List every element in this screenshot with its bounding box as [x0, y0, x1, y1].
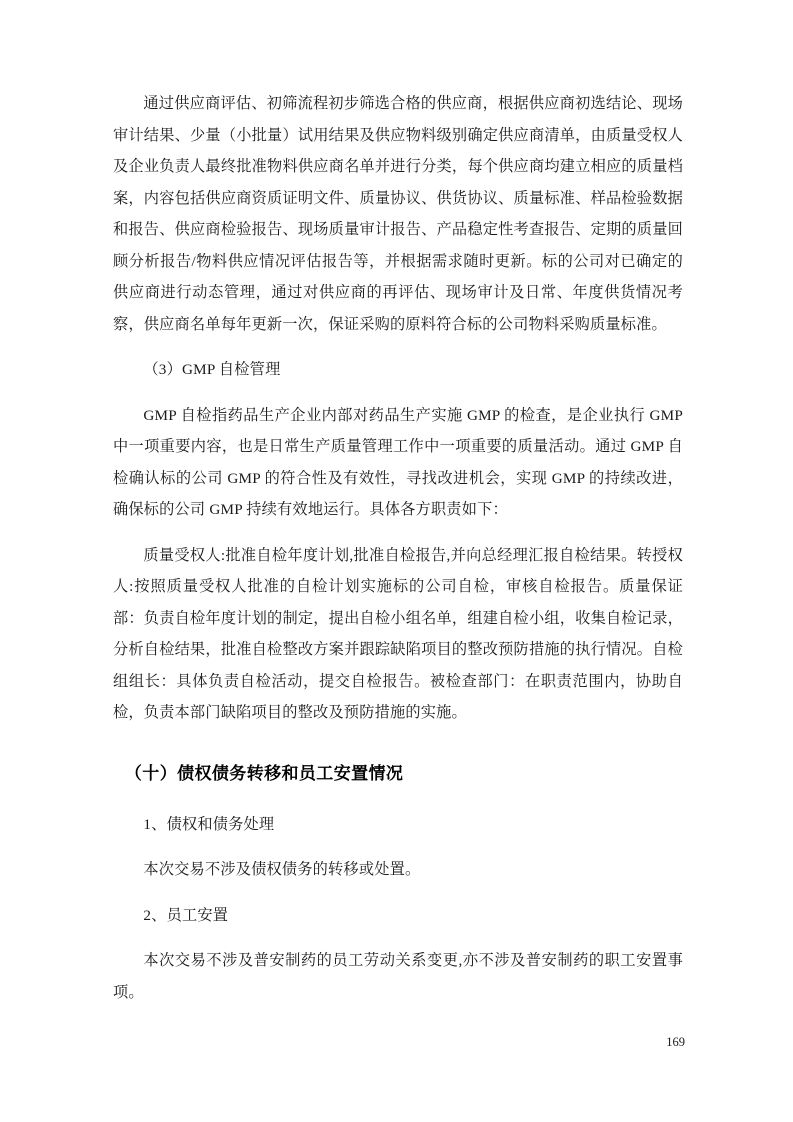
paragraph-gmp-responsibilities: 质量受权人:批准自检年度计划,批准自检报告,并向总经理汇报自检结果。转授权人:按照质量受权人批准的自检计划实施标的公司自检，审核自检报告。质量保证部：负责自检年度计划的制定，提出自检小组名单，组建自检小组，收集自检记录，分析自检结果，批准自检整改方案并跟踪缺陷项目的整改预防措施的执行情况。自检组组长：具体负责自检活动，提交自检报告。被检查部门：在职责范围内，协助自检，负责本部门缺陷项目的整改及预防措施的实施。: [113, 546, 683, 721]
subheading-staff-placement: 2、员工安置: [143, 906, 229, 924]
paragraph-debt-handling: 本次交易不涉及债权债务的转移或处置。: [143, 861, 421, 878]
document-body: [113, 88, 683, 1008]
page-number: 169: [666, 1035, 685, 1049]
paragraph-gmp-definition: GMP 自检指药品生产企业内部对药品生产实施 GMP 的检查，是企业执行 GMP 中一项重要内容，也是日常生产质量管理工作中一项重要的质量活动。通过 GMP 自检确认标的公司 GMP 的符合性及有效性，寻找改进机会，实现 GMP 的持续改进，确保标的公司 GMP 持续有效地运行。具体各方职责如下：: [113, 406, 683, 518]
paragraph-supplier-evaluation: 通过供应商评估、初筛流程初步筛选合格的供应商，根据供应商初选结论、现场审计结果、少量（小批量）试用结果及供应物料级别确定供应商清单，由质量受权人及企业负责人最终批准物料供应商名单并进行分类，每个供应商均建立相应的质量档案，内容包括供应商资质证明文件、质量协议、供货协议、质量标准、样品检验数据和报告、供应商检验报告、现场质量审计报告、产品稳定性考查报告、定期的质量回顾分析报告/物料供应情况评估报告等，并根据需求随时更新。标的公司对已确定的供应商进行动态管理，通过对供应商的再评估、现场审计及日常、年度供货情况考察，供应商名单每年更新一次，保证采购的原料符合标的公司物料采购质量标准。: [113, 95, 683, 333]
paragraph-staff-placement: 本次交易不涉及普安制药的员工劳动关系变更,亦不涉及普安制药的职工安置事项。: [113, 952, 683, 1001]
heading-gmp-self-inspection: （3）GMP 自检管理: [143, 361, 281, 378]
subheading-debt-handling: 1、债权和债务处理: [143, 815, 275, 833]
section-heading-debt-and-staff: （十）债权债务转移和员工安置情况: [124, 763, 404, 783]
